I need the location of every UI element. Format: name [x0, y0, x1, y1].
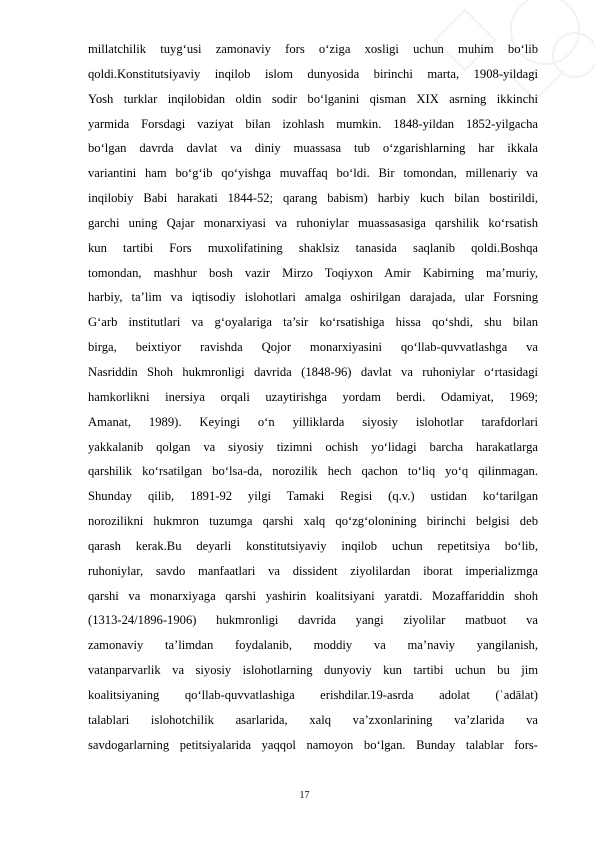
text-line: norozilikni hukmron tuzumga qarshi xalq qo‘zg‘olonining birinchi belgisi deb [88, 514, 538, 529]
text-line: bo‘lgan davrda davlat va diniy muassasa tub o‘zgarishlarning har ikkala [88, 141, 538, 156]
text-line: qarshilik ko‘rsatilgan bo‘lsa-da, norozilik hech qachon to‘liq yo‘q qilinmagan. [88, 464, 538, 479]
text-line: birga, beixtiyor ravishda Qojor monarxiyasini qo‘llab-quvvatlashga va [88, 340, 538, 355]
text-line: koalitsiyaning qo‘llab-quvvatlashiga erishdilar.19-asrda adolat (ʿadālat) [88, 687, 538, 702]
text-line: G‘arb institutlari va g‘oyalariga ta’sir ko‘rsatishiga hissa qo‘shdi, shu bilan [88, 315, 538, 330]
text-line: garchi uning Qajar monarxiyasi va ruhoniylar muassasasiga qarshilik ko‘rsatish [88, 215, 538, 230]
document-body [88, 37, 538, 757]
text-line: savdogarlarning petitsiyalarida yaqqol namoyon bo‘lgan. Bunday talablar fors- [88, 737, 538, 752]
text-line: tomondan, mashhur bosh vazir Mirzo Toqiyxon Amir Kabirning ma’muriy, [88, 265, 538, 280]
text-line: Nasriddin Shoh hukmronligi davrida (1848-96) davlat va ruhoniylar o‘rtasidagi [88, 364, 538, 379]
text-line: harbiy, ta’lim va iqtisodiy islohotlari amalga oshirilgan darajada, ular Forsning [88, 290, 538, 305]
page-number: 17 [299, 790, 310, 801]
text-line: hamkorlikni inersiya orqali uzaytirishga yordam berdi. Odamiyat, 1969; [88, 389, 538, 404]
text-line: variantini ham bo‘g‘ib qo‘yishga muvaffaq bo‘ldi. Bir tomondan, millenariy va [88, 166, 538, 181]
text-line: Yosh turklar inqilobidan oldin sodir bo‘lganini qisman XIX asrning ikkinchi [88, 91, 538, 106]
text-line: Shunday qilib, 1891-92 yilgi Tamaki Regisi (q.v.) ustidan ko‘tarilgan [88, 489, 538, 504]
text-line: yarmida Forsdagi vaziyat bilan izohlash mumkin. 1848-yildan 1852-yilgacha [88, 116, 538, 131]
text-line: qoldi.Konstitutsiyaviy inqilob islom dunyosida birinchi marta, 1908-yildagi [88, 66, 538, 81]
text-line: inqilobiy Babi harakati 1844-52; qarang babism) harbiy kuch bilan bostirildi, [88, 191, 538, 206]
text-line: millatchilik tuyg‘usi zamonaviy fors o‘ziga xosligi uchun muhim bo‘lib [88, 42, 538, 56]
text-line: talablari islohotchilik asarlarida, xalq va’zxonlarining va’zlarida va [88, 712, 538, 727]
text-line: yakkalanib qolgan va siyosiy tizimni ochish yo‘lidagi barcha harakatlarga [88, 439, 538, 454]
text-line: (1313-24/1896-1906) hukmronligi davrida yangi ziyolilar matbuot va [88, 613, 538, 628]
text-line: Amanat, 1989). Keyingi o‘n yilliklarda siyosiy islohotlar tarafdorlari [88, 414, 538, 429]
text-line: vatanparvarlik va siyosiy islohotlarning dunyoviy kun tartibi uchun bu jim [88, 663, 538, 678]
text-line: kun tartibi Fors muxolifatining shaklsiz tanasida saqlanib qoldi.Boshqa [88, 240, 538, 255]
text-line: qarash kerak.Bu deyarli konstitutsiyaviy inqilob uchun repetitsiya bo‘lib, [88, 538, 538, 553]
text-line: qarshi va monarxiyaga qarshi yashirin koalitsiyani yaratdi. Mozaffariddin shoh [88, 588, 538, 603]
text-line: ruhoniylar, savdo manfaatlari va dissident ziyolilardan iborat imperializmga [88, 563, 538, 578]
text-line: zamonaviy ta’limdan foydalanib, moddiy va ma’naviy yangilanish, [88, 638, 538, 653]
